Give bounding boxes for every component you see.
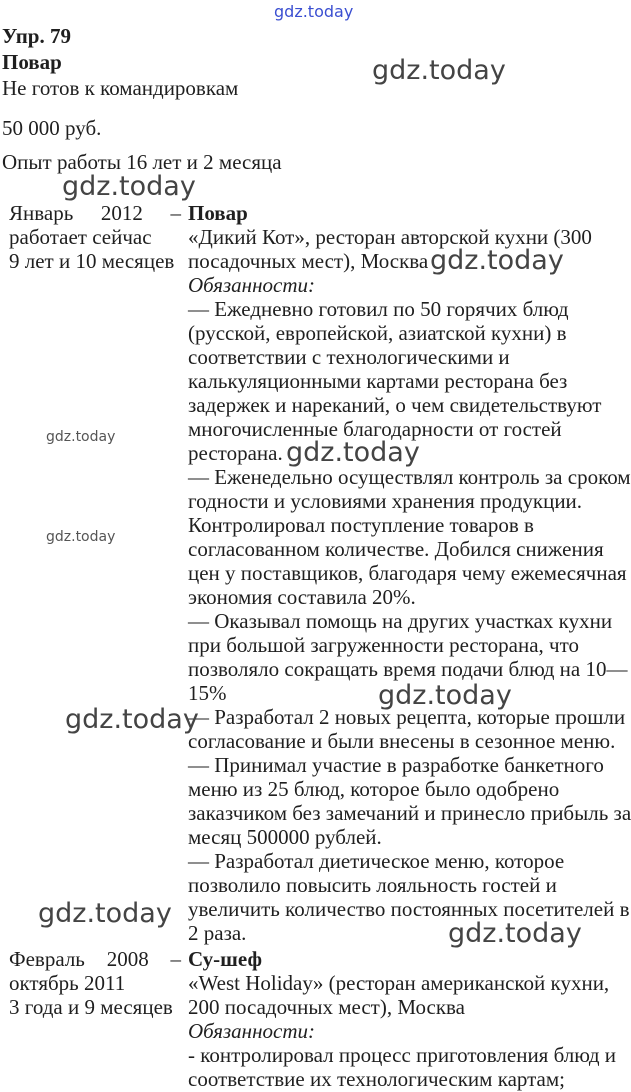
- job1-duty-line: — Ежедневно готовил по 50 горячих блюд: [188, 297, 569, 321]
- job1-company-line1: «Дикий Кот», ресторан авторской кухни (300: [188, 225, 592, 249]
- small-watermark: gdz.today: [46, 529, 116, 545]
- job2-company-line1: «West Holiday» (ресторан американской кухни,: [188, 971, 610, 995]
- job1-duty-line: согласование и были внесены в сезонное меню.: [188, 729, 616, 753]
- watermark: gdz.today: [448, 918, 582, 949]
- job2-duty-line: соответствие их технологическим картам;: [188, 1067, 566, 1091]
- small-watermark: gdz.today: [46, 429, 116, 445]
- job1-duty-line: экономия составила 20%.: [188, 585, 416, 609]
- job1-duty-line: многочисленные благодарности от гостей: [188, 417, 562, 441]
- job1-duty-line: — Оказывал помощь на других участках кухни: [188, 609, 613, 633]
- job1-period-dash: –: [170, 201, 181, 225]
- salary: 50 000 руб.: [2, 116, 102, 140]
- job1-duty-line: (русской, европейской, азиатской кухни) в: [188, 321, 567, 345]
- job2-period-year: 2008: [106, 947, 149, 971]
- job2-period-start: [9, 949, 181, 970]
- watermark: gdz.today: [38, 898, 172, 929]
- job1-duties-label: Обязанности:: [188, 273, 315, 297]
- watermark: gdz.today: [378, 680, 512, 711]
- job2-duties-label: Обязанности:: [188, 1019, 315, 1043]
- job1-duty-line: Контролировал поступление товаров в: [188, 513, 534, 537]
- job1-duty-line: согласованном количестве. Добился снижения: [188, 537, 604, 561]
- job2-duration: 3 года и 9 месяцев: [9, 995, 173, 1019]
- job1-duty-line: — Принимал участие в разработке банкетного: [188, 753, 604, 777]
- job1-duty-line: 2 раза.: [188, 921, 247, 945]
- job2-period-month: Февраль: [9, 947, 85, 971]
- total-experience: Опыт работы 16 лет и 2 месяца: [2, 150, 282, 174]
- job1-duty-line: цен у поставщиков, благодаря чему ежемесячная: [188, 561, 627, 585]
- job1-duty-line: при большой загруженности ресторана, что: [188, 633, 579, 657]
- job2-period-dash: –: [170, 947, 181, 971]
- exercise-number: Упр. 79: [2, 24, 71, 48]
- job1-period-year: 2012: [100, 201, 143, 225]
- job2-title: Су-шеф: [188, 947, 262, 971]
- job1-duty-line: месяц 500000 рублей.: [188, 825, 382, 849]
- job1-duty-line: — Разработал 2 новых рецепта, которые прошли: [188, 705, 626, 729]
- job1-duty-line: — Еженедельно осуществлял контроль за сроком: [188, 465, 631, 489]
- job1-period-month: Январь: [9, 201, 74, 225]
- job1-duty-line: меню из 25 блюд, которое было одобрено: [188, 777, 560, 801]
- watermark: gdz.today: [430, 245, 564, 276]
- position-title: Повар: [2, 50, 62, 74]
- job1-period-start: [9, 203, 181, 224]
- job1-company-line2: посадочных мест), Москва: [188, 249, 429, 273]
- job1-duty-line: соответствии с технологическими и: [188, 345, 510, 369]
- watermark: gdz.today: [286, 437, 420, 468]
- job1-duty-line: заказчиком без замечаний и принесло прибыль за: [188, 801, 631, 825]
- job1-duty-line: 15%: [188, 681, 227, 705]
- top-watermark: gdz.today: [274, 2, 354, 21]
- job1-duty-line: позволяло сокращать время подачи блюд на 10—: [188, 657, 628, 681]
- job2-period-end: октябрь 2011: [9, 971, 126, 995]
- job1-duty-line: годности и условиями хранения продукции.: [188, 489, 583, 513]
- job1-duty-line: увеличить количество постоянных посетителей в: [188, 897, 630, 921]
- job1-period-end: работает сейчас: [9, 225, 152, 249]
- job1-title: Повар: [188, 201, 248, 225]
- job1-duty-line: калькуляционными картами ресторана без: [188, 369, 568, 393]
- job1-duty-line: задержек и нареканий, о чем свидетельствуют: [188, 393, 602, 417]
- job1-duration: 9 лет и 10 месяцев: [9, 249, 175, 273]
- watermark: gdz.today: [372, 55, 506, 86]
- job1-duty-line: позволило повысить лояльность гостей и: [188, 873, 557, 897]
- watermark: gdz.today: [65, 704, 199, 735]
- job1-duty-line: ресторана.: [188, 441, 283, 465]
- job2-company-line2: 200 посадочных мест), Москва: [188, 995, 465, 1019]
- job1-duty-line: — Разработал диетическое меню, которое: [188, 849, 565, 873]
- job2-duty-line: - контролировал процесс приготовления блюд и: [188, 1043, 617, 1067]
- watermark: gdz.today: [62, 171, 196, 202]
- travel-readiness: Не готов к командировкам: [2, 76, 239, 100]
